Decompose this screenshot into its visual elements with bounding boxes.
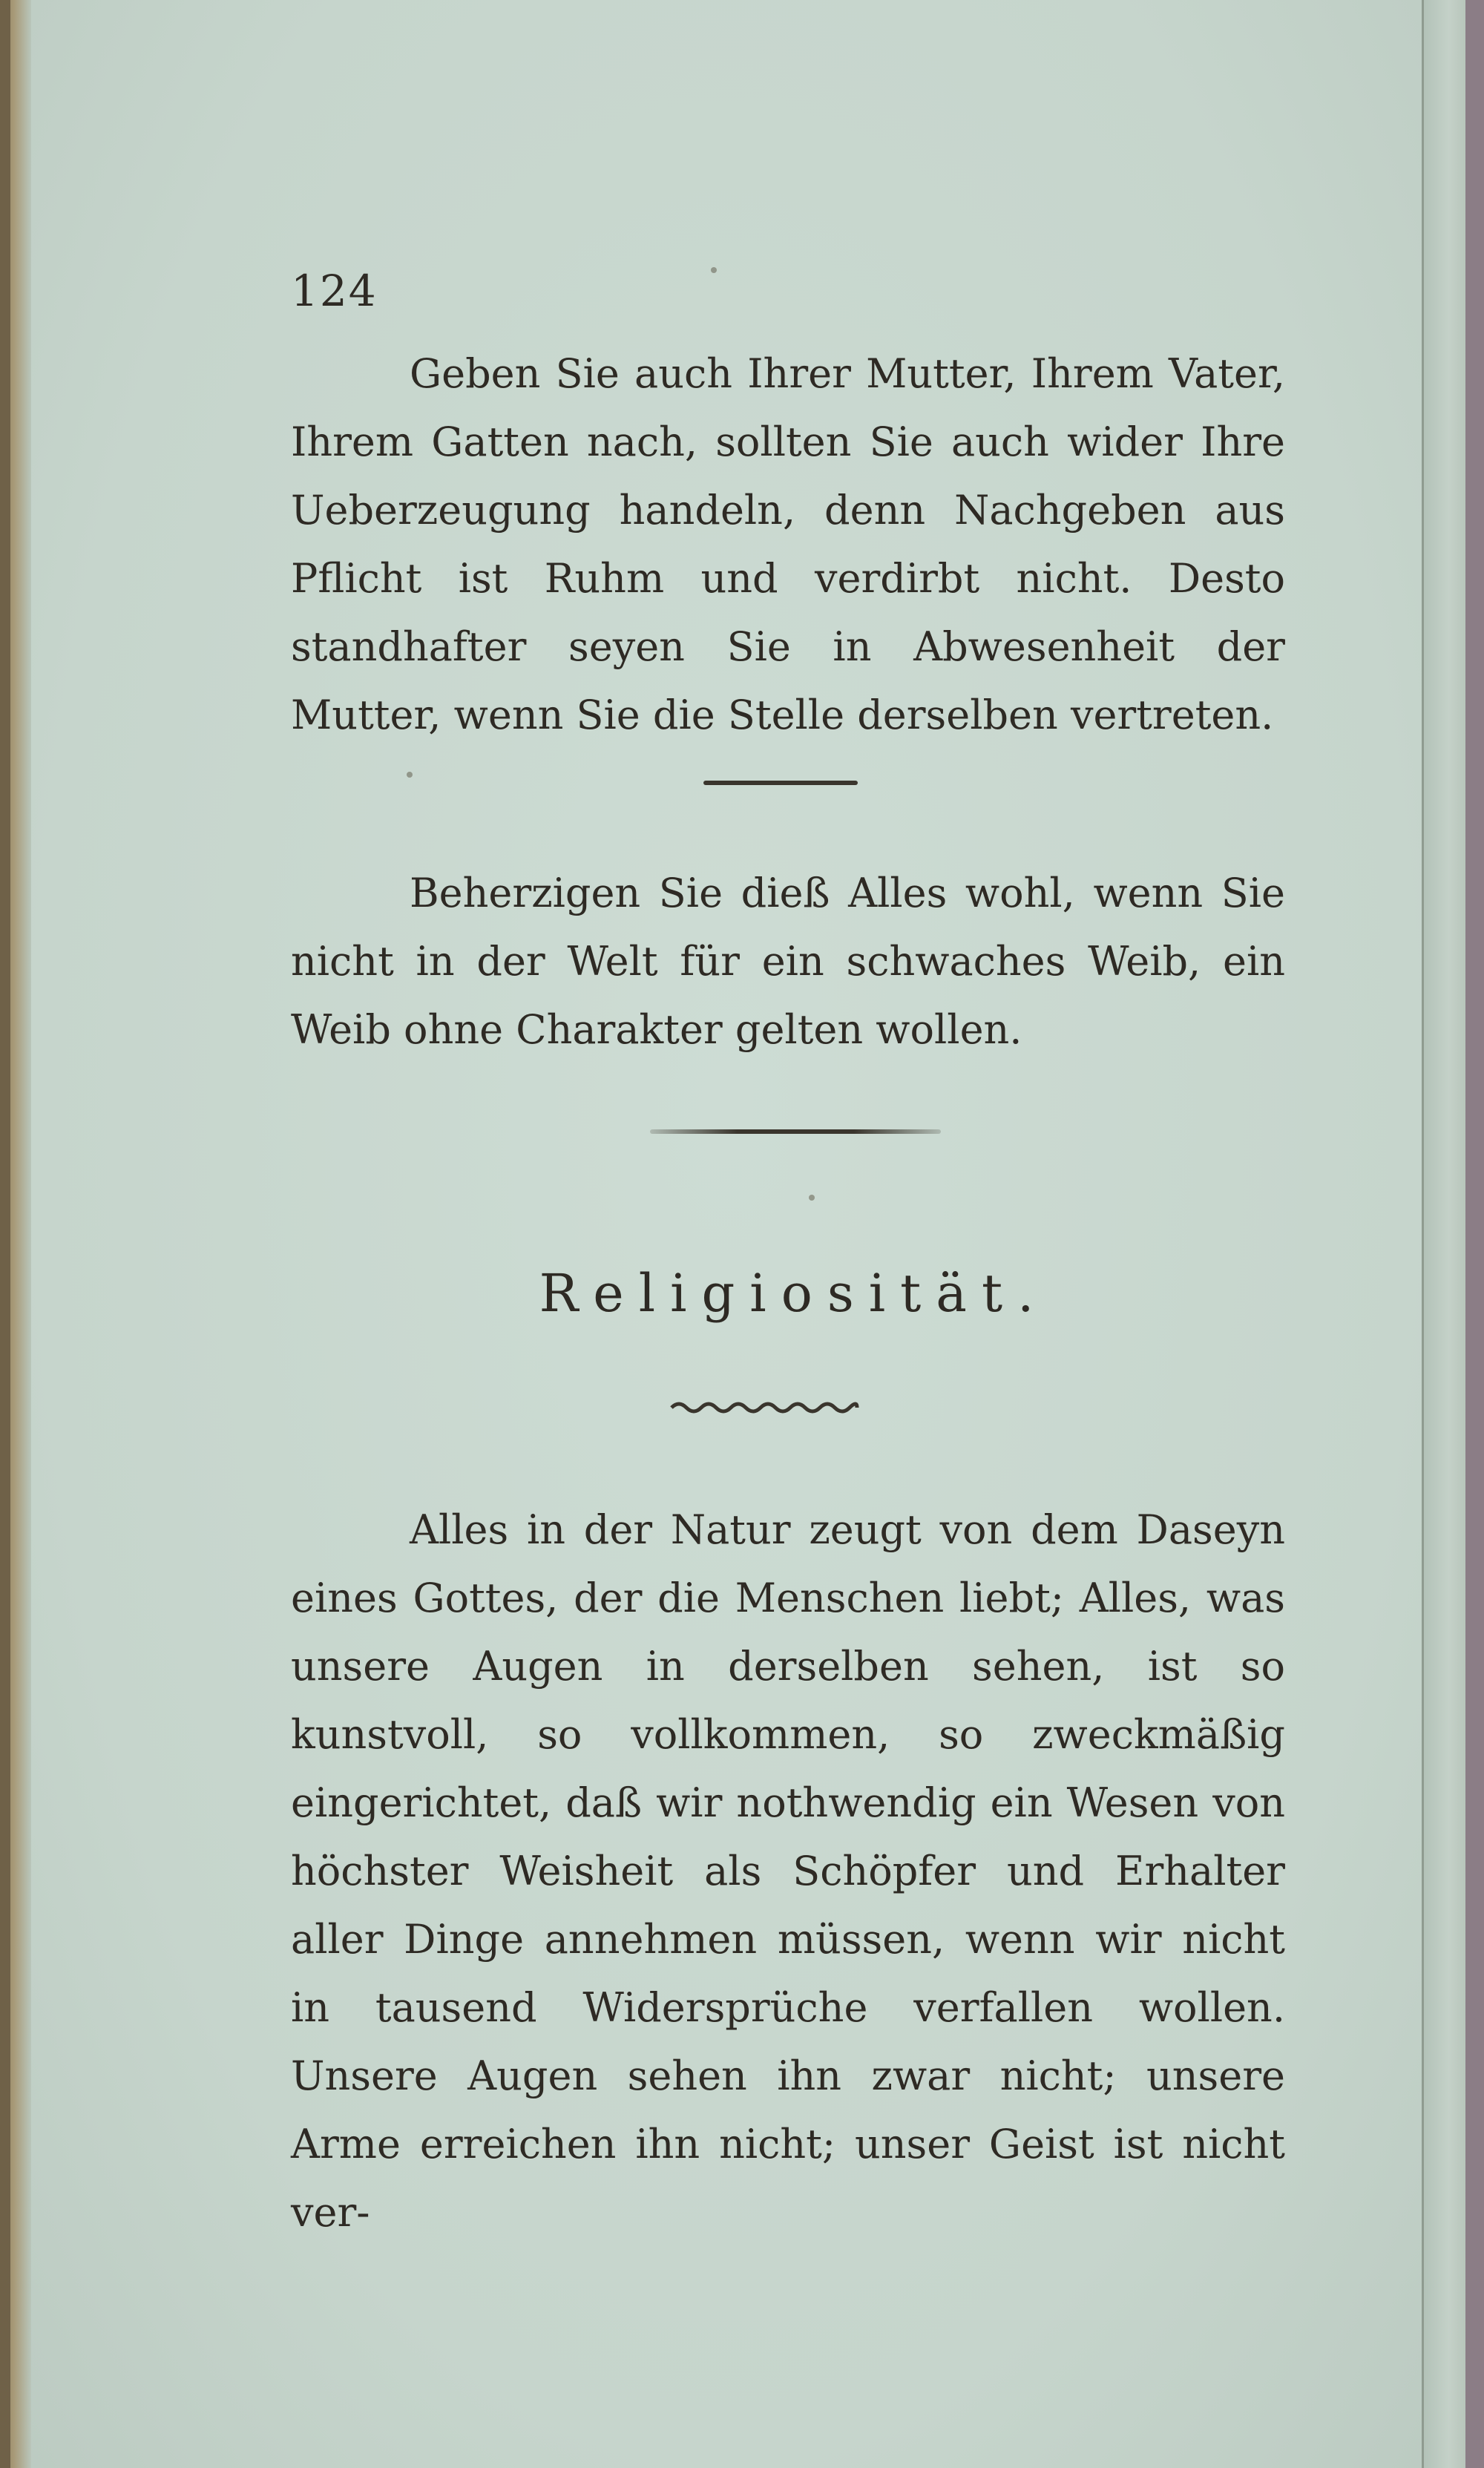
page-number: 124 xyxy=(291,266,378,316)
section-heading: Religiosität. xyxy=(539,1263,1049,1324)
section-divider-short xyxy=(703,781,858,785)
cover-edge xyxy=(1465,0,1484,2468)
paragraph-1: Geben Sie auch Ihrer Mutter, Ihrem Vater, Ihrem Gatten nach, sollten Sie auch wider Ihre Ueberzeugung handeln, denn Nachgeben aus Pflicht ist Ruhm und verdirbt nicht. Desto standhafter seyen Sie in Abwesenheit der Mutter, wenn Sie die Stelle derselben vertreten. xyxy=(291,350,1285,738)
paper-speck xyxy=(407,772,413,778)
heading-ornament xyxy=(668,1397,861,1419)
binding-edge xyxy=(0,0,10,2468)
paper-speck xyxy=(711,267,717,273)
paper-speck xyxy=(809,1195,815,1201)
section-divider-long xyxy=(650,1129,941,1134)
page-gutter xyxy=(0,0,31,2468)
paragraph-3: Alles in der Natur zeugt von dem Daseyn eines Gottes, der die Menschen liebt; Alles, was unsere Augen in derselben sehen, ist so kunstvoll, so vollkommen, so zweckmäßig eingerichtet, daß wir nothwendig ein Wesen von höchster Weisheit als Schöpfer und Erhalter aller Dinge annehmen müssen, wenn wir nicht in tausend Widersprüche verfallen wollen. Unsere Augen sehen ihn zwar nicht; unsere Arme erreichen ihn nicht; unser Geist ist nicht ver- xyxy=(291,1506,1285,2236)
paragraph-2: Beherzigen Sie dieß Alles wohl, wenn Sie nicht in der Welt für ein schwaches Weib, ein Weib ohne Charakter gelten wollen. xyxy=(291,870,1285,1053)
